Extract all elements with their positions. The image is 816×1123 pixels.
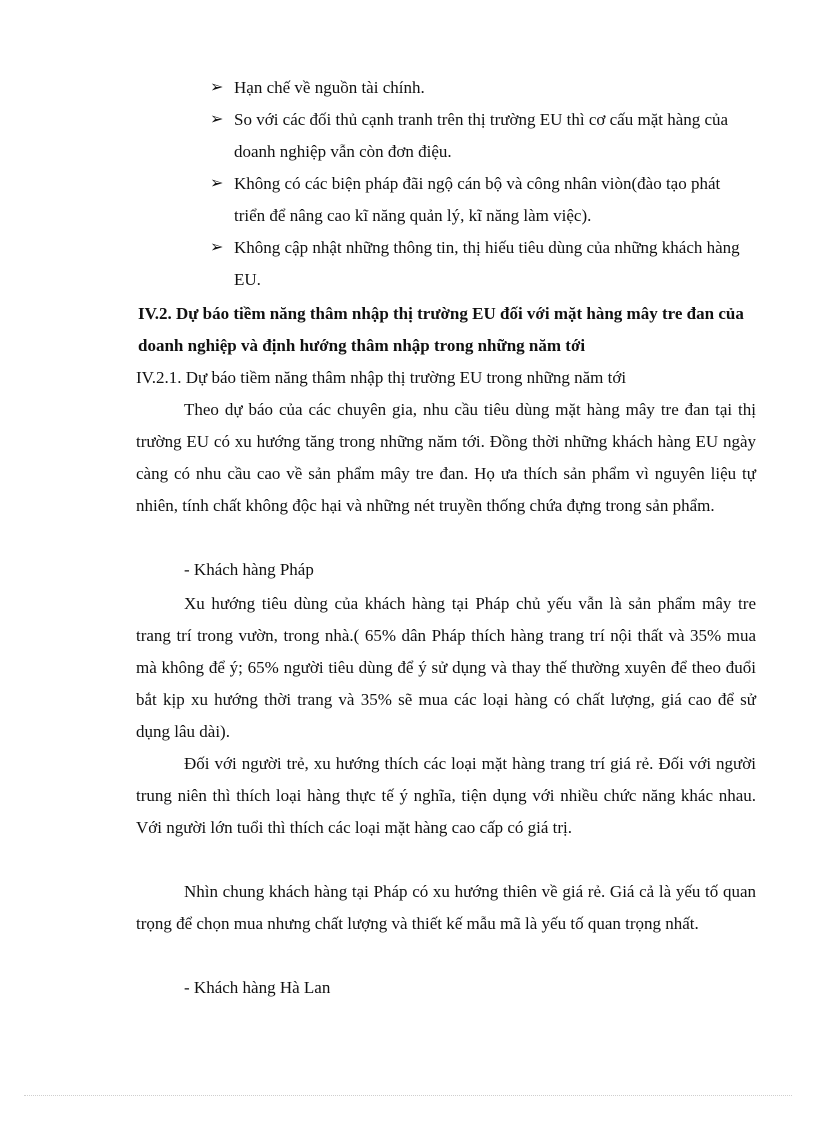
subsection-heading: IV.2.1. Dự báo tiềm năng thâm nhập thị trường EU trong những năm tới: [136, 368, 627, 387]
paragraph-france-trend: Xu hướng tiêu dùng của khách hàng tại Pháp chủ yếu vẫn là sản phẩm mây tre trang trí trong vườn, trong nhà.( 65% dân Pháp thích hàng trang trí nội thất và 35% mua mà không để ý; 65% người tiêu dùng để ý sử dụng và thay thế thường xuyên để theo đuổi bắt kịp xu hướng thời trang và 35% sẽ mua các loại hàng có chất lượng, giá cao để sử dụng lâu dài).: [136, 594, 756, 741]
bullet-text: Không cập nhật những thông tin, thị hiếu tiêu dùng của những khách hàng EU.: [234, 238, 740, 289]
section-heading: IV.2. Dự báo tiềm năng thâm nhập thị trường EU đối với mặt hàng mây tre đan của doanh nghiệp và định hướng thâm nhập trong những năm tới: [138, 304, 744, 355]
list-item-france: - Khách hàng Pháp: [184, 560, 314, 579]
paragraph-price: Nhìn chung khách hàng tại Pháp có xu hướng thiên về giá rẻ. Giá cả là yếu tố quan trọng để chọn mua nhưng chất lượng và thiết kế mẫu mã là yếu tố quan trọng nhất.: [136, 882, 756, 933]
arrow-bullet-icon: ➢: [210, 111, 224, 128]
bullet-text: Hạn chế về nguồn tài chính.: [234, 78, 425, 97]
bullet-text: Không có các biện pháp đãi ngộ cán bộ và công nhân viòn(đào tạo phát triển để nâng cao kĩ năng quản lý, kĩ năng làm việc).: [234, 174, 721, 225]
bullet-text: So với các đối thủ cạnh tranh trên thị trường EU thì cơ cấu mặt hàng của doanh nghiệp vẫn còn đơn điệu.: [234, 110, 729, 161]
arrow-bullet-icon: ➢: [210, 175, 224, 192]
bullet-item: [210, 104, 750, 168]
paragraph-forecast: Theo dự báo của các chuyên gia, nhu cầu tiêu dùng mặt hàng mây tre đan tại thị trường EU có xu hướng tăng trong những năm tới. Đồng thời những khách hàng EU ngày càng có nhu cầu cao về sản phẩm mây tre đan. Họ ưa thích sản phẩm vì nguyên liệu tự nhiên, tính chất không độc hại và những nét truyền thống chứa đựng trong sản phẩm.: [136, 400, 756, 515]
bullet-item: [210, 232, 750, 296]
bullet-item: [210, 168, 750, 232]
list-item-netherlands: - Khách hàng Hà Lan: [184, 978, 331, 997]
paragraph-age-groups: Đối với người trẻ, xu hướng thích các loại mặt hàng trang trí giá rẻ. Đối với người trung niên thì thích loại hàng thực tế ý nghĩa, tiện dụng với nhiều chức năng khác nhau. Với người lớn tuổi thì thích các loại mặt hàng cao cấp có giá trị.: [136, 754, 756, 837]
bullet-list: [210, 72, 750, 296]
arrow-bullet-icon: ➢: [210, 79, 224, 96]
arrow-bullet-icon: ➢: [210, 239, 224, 256]
bullet-item: [210, 72, 750, 104]
page-divider: [24, 1095, 792, 1096]
